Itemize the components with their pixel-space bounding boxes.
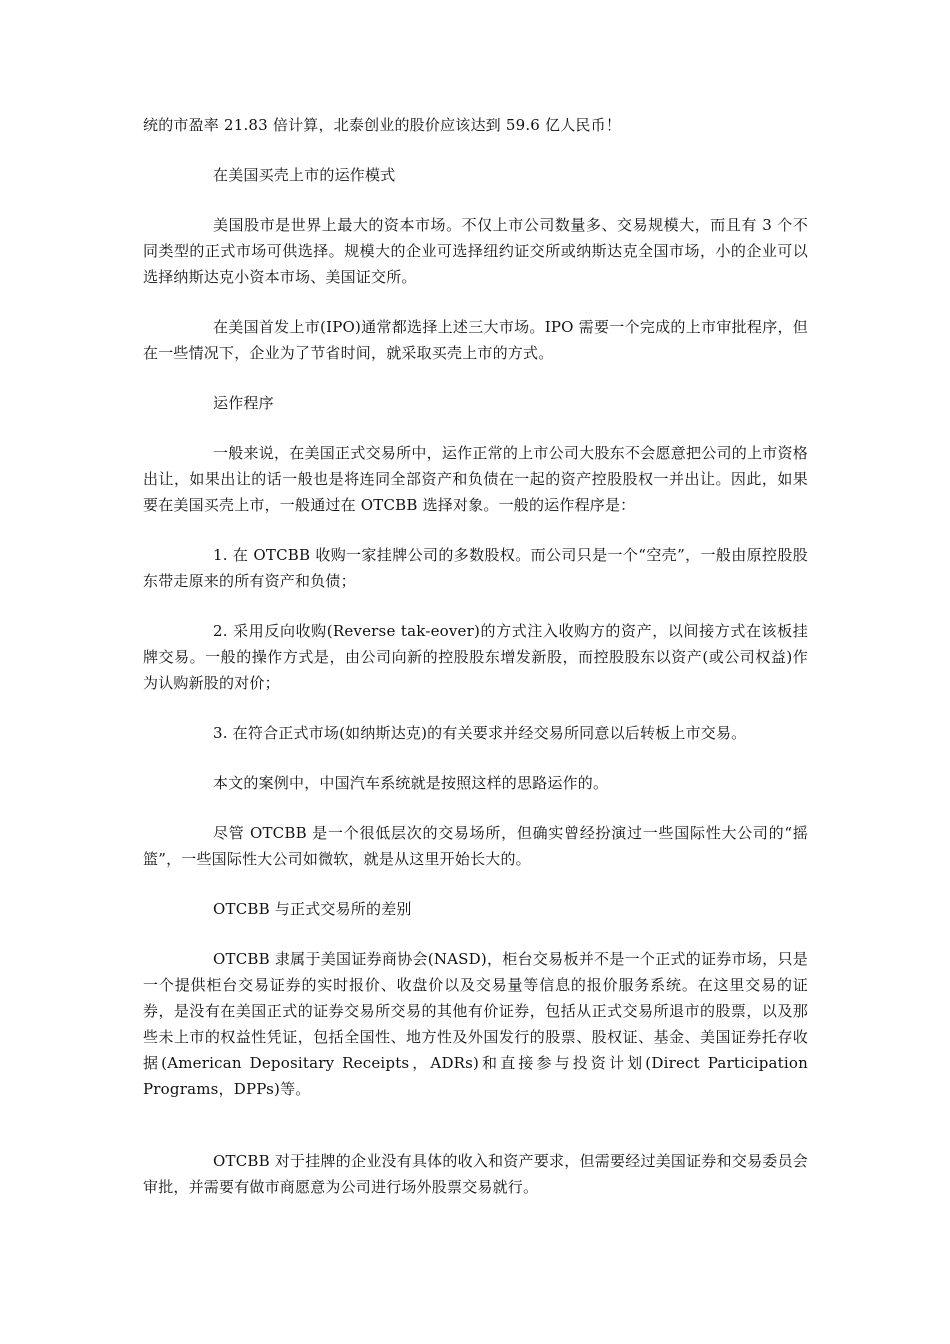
paragraph-case: 本文的案例中，中国汽车系统就是按照这样的思路运作的。 xyxy=(213,774,609,792)
paragraph-us-market: 美国股市是世界上最大的资本市场。不仅上市公司数量多、交易规模大，而且有 3 个不同类型的正式市场可供选择。规模大的企业可选择纽约证交所或纳斯达克全国市场，小的企业可以选择纳斯达克小资本市场、美国证交所。 xyxy=(143,216,808,286)
paragraph-otcbb-description: OTCBB 隶属于美国证券商协会(NASD)，柜台交易板并不是一个正式的证券市场，只是一个提供柜台交易证券的实时报价、收盘价以及交易量等信息的报价服务系统。在这里交易的证券，是没有在美国正式的证券交易所交易的其他有价证券，包括从正式交易所退市的股票，以及那些未上市的权益性凭证，包括全国性、地方性及外国发行的股票、股权证、基金、美国证券托存收据(American Depositary Receipts，ADRs)和直接参与投资计划(Direct Participation Programs，DPPs)等。 xyxy=(143,950,808,1098)
paragraph-continuation: 统的市盈率 21.83 倍计算，北泰创业的股价应该达到 59.6 亿人民币！ xyxy=(143,116,622,134)
section-heading-otcbb-differences: OTCBB 与正式交易所的差别 xyxy=(213,900,412,918)
document-page xyxy=(143,112,808,1200)
paragraph-cradle: 尽管 OTCBB 是一个很低层次的交易场所，但确实曾经扮演过一些国际性大公司的“摇篮”，一些国际性大公司如微软，就是从这里开始长大的。 xyxy=(143,824,808,868)
paragraph-general-procedure: 一般来说，在美国正式交易所中，运作正常的上市公司大股东不会愿意把公司的上市资格出让，如果出让的话一般也是将连同全部资产和负债在一起的资产控股股权一并出让。因此，如果要在美国买壳上市，一般通过在 OTCBB 选择对象。一般的运作程序是： xyxy=(143,444,808,514)
section-heading-reverse-merger-model: 在美国买壳上市的运作模式 xyxy=(213,166,396,184)
section-heading-procedure: 运作程序 xyxy=(213,394,274,412)
list-item-step-2: 2. 采用反向收购(Reverse tak-eover)的方式注入收购方的资产，以间接方式在该板挂牌交易。一般的操作方式是，由公司向新的控股股东增发新股，而控股股东以资产(或公司权益)作为认购新股的对价； xyxy=(143,622,808,692)
list-item-step-1: 1. 在 OTCBB 收购一家挂牌公司的多数股权。而公司只是一个“空壳”，一般由原控股股东带走原来的所有资产和负债； xyxy=(143,546,808,590)
list-item-step-3: 3. 在符合正式市场(如纳斯达克)的有关要求并经交易所同意以后转板上市交易。 xyxy=(213,724,747,742)
paragraph-ipo: 在美国首发上市(IPO)通常都选择上述三大市场。IPO 需要一个完成的上市审批程序，但在一些情况下，企业为了节省时间，就采取买壳上市的方式。 xyxy=(143,318,808,362)
paragraph-otcbb-requirements: OTCBB 对于挂牌的企业没有具体的收入和资产要求，但需要经过美国证券和交易委员会审批，并需要有做市商愿意为公司进行场外股票交易就行。 xyxy=(143,1152,808,1196)
